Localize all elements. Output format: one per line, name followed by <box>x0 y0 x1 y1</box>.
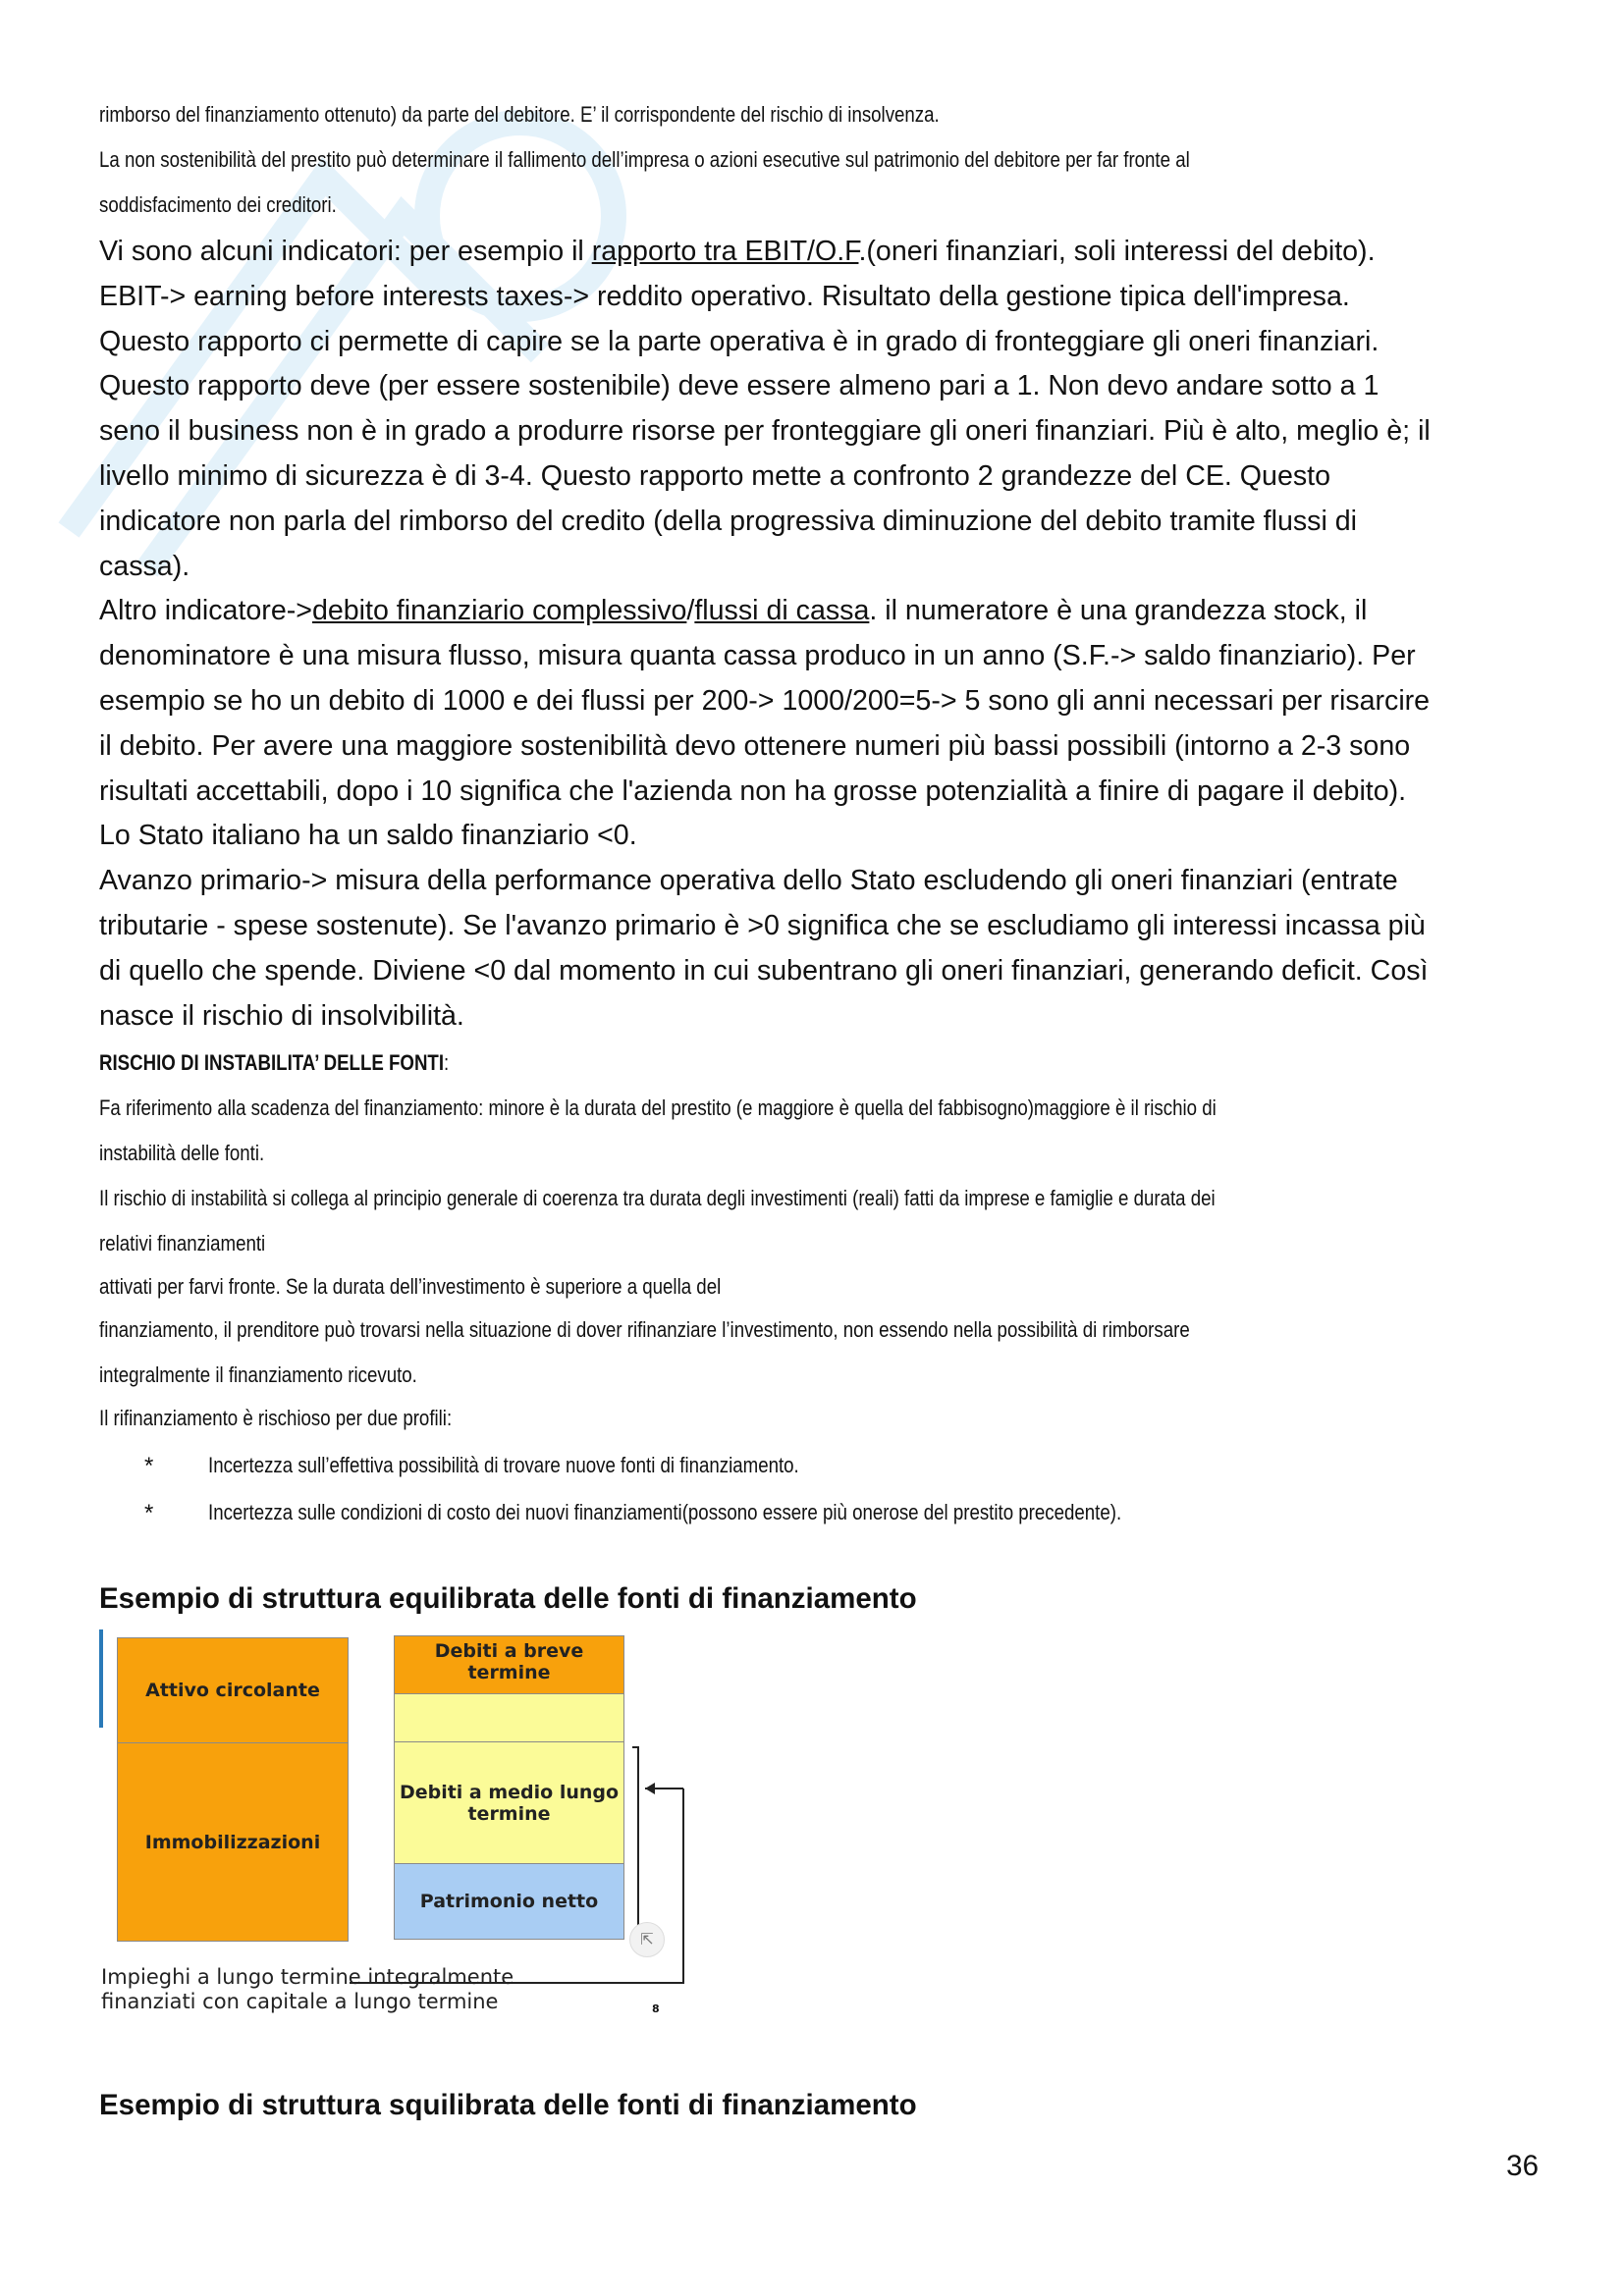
attivo-circolante-block: Attivo circolante <box>117 1637 349 1743</box>
body-line: Lo Stato italiano ha un saldo finanziario <0. <box>99 820 637 852</box>
body-line: denominatore è una misura flusso, misura quanta cassa produco in un anno (S.F.-> saldo finanziario). Per <box>99 640 1416 672</box>
collapse-icon[interactable]: ⇱ <box>629 1922 665 1957</box>
paragraph-line: instabilità delle fonti. <box>99 1141 265 1165</box>
underlined-term: flussi di cassa <box>694 595 870 627</box>
paragraph-line: soddisfacimento dei creditori. <box>99 192 337 217</box>
paragraph-line: Fa riferimento alla scadenza del finanziamento: minore è la durata del prestito (e maggiore è quella del fabbisogno)maggiore è il rischio di <box>99 1095 1217 1120</box>
body-line: Altro indicatore->debito finanziario complessivo/flussi di cassa. il numeratore è una grandezza stock, il <box>99 595 1368 627</box>
body-line: cassa). <box>99 550 190 582</box>
body-line: Questo rapporto ci permette di capire se la parte operativa è in grado di fronteggiare gli oneri finanziari. <box>99 325 1380 357</box>
slide-number: 8 <box>652 2002 660 2015</box>
paragraph-line: finanziamento, il prenditore può trovarsi nella situazione di dover rifinanziare l’investimento, non essendo nella possibilità di rimborsare <box>99 1317 1190 1342</box>
body-line: esempio se ho un debito di 1000 e dei flussi per 200-> 1000/200=5-> 5 sono gli anni necessari per risarcire <box>99 684 1431 717</box>
debiti-breve-block: Debiti a breve termine <box>394 1635 624 1694</box>
body-line: di quello che spende. Diviene <0 dal momento in cui subentrano gli oneri finanziari, generando deficit. Così <box>99 954 1429 987</box>
page-number: 36 <box>1506 2150 1539 2182</box>
body-line: il debito. Per avere una maggiore sostenibilità devo ottenere numeri più bassi possibili (intorno a 2-3 sono <box>99 729 1411 762</box>
body-line: Vi sono alcuni indicatori: per esempio il rapporto tra EBIT/O.F.(oneri finanziari, soli interessi del debito). <box>99 236 1376 267</box>
body-line: seno il business non è in grado a produrre risorse per fronteggiare gli oneri finanziari. Più è alto, meglio è; il <box>99 415 1431 448</box>
bracket-connector <box>99 1629 698 2022</box>
body-line: Avanzo primario-> misura della performance operativa dello Stato escludendo gli oneri finanziari (entrate <box>99 865 1398 897</box>
body-line: EBIT-> earning before interests taxes-> reddito operativo. Risultato della gestione tipica dell'impresa. <box>99 280 1350 312</box>
section-heading: RISCHIO DI INSTABILITA’ DELLE FONTI: <box>99 1050 450 1075</box>
paragraph-line: rimborso del finanziamento ottenuto) da parte del debitore. E’ il corrispondente del rischio di insolvenza. <box>99 102 940 127</box>
bullet-marker: * <box>144 1453 154 1479</box>
bullet-marker: * <box>144 1500 154 1526</box>
paragraph-line: La non sostenibilità del prestito può determinare il fallimento dell’impresa o azioni esecutive sul patrimonio del debitore per far fronte al <box>99 147 1190 172</box>
patrimonio-netto-block: Patrimonio netto <box>394 1863 624 1940</box>
paragraph-line: attivati per farvi fronte. Se la durata dell’investimento è superiore a quella del <box>99 1274 722 1299</box>
paragraph-line: integralmente il finanziamento ricevuto. <box>99 1362 417 1387</box>
figure-heading: Esempio di struttura equilibrata delle fonti di finanziamento <box>99 1582 917 1615</box>
body-line: indicatore non parla del rimborso del credito (della progressiva diminuzione del debito tramite flussi di <box>99 505 1358 537</box>
body-line: nasce il rischio di insolvibilità. <box>99 999 464 1032</box>
underlined-term: rapporto tra EBIT/O.F <box>591 236 859 267</box>
body-line: livello minimo di sicurezza è di 3-4. Questo rapporto mette a confronto 2 grandezze del CE. Questo <box>99 459 1330 492</box>
diagram-caption: Impieghi a lungo termine integralmente finanziati con capitale a lungo termine <box>101 1965 514 2013</box>
body-text <box>99 230 1542 1039</box>
bullet-item: Incertezza sull’effettiva possibilità di trovare nuove fonti di finanziamento. <box>208 1453 799 1477</box>
debiti-medio-block: Debiti a medio lungo termine <box>394 1741 624 1864</box>
body-line: risultati accettabili, dopo i 10 significa che l'azienda non ha grosse potenzialità a finire di pagare il debito). <box>99 774 1407 807</box>
figure-heading: Esempio di struttura squilibrata delle fonti di finanziamento <box>99 2089 917 2121</box>
body-line: tributarie - spese sostenute). Se l'avanzo primario è >0 significa che se escludiamo gli interessi incassa più <box>99 909 1426 941</box>
paragraph-line: relativi finanziamenti <box>99 1231 266 1255</box>
immobilizzazioni-block: Immobilizzazioni <box>117 1742 349 1942</box>
bullet-item: Incertezza sulle condizioni di costo dei nuovi finanziamenti(possono essere più onerose del prestito precedente). <box>208 1500 1122 1524</box>
body-line: Questo rapporto deve (per essere sostenibile) deve essere almeno pari a 1. Non devo andare sotto a 1 <box>99 370 1380 402</box>
paragraph-line: Il rifinanziamento è rischioso per due profili: <box>99 1406 453 1430</box>
paragraph-line: Il rischio di instabilità si collega al principio generale di coerenza tra durata degli investimenti (reali) fatti da imprese e famiglie e durata dei <box>99 1186 1216 1210</box>
balance-sheet-diagram <box>99 1629 698 2022</box>
underlined-term: debito finanziario complessivo <box>311 595 687 627</box>
